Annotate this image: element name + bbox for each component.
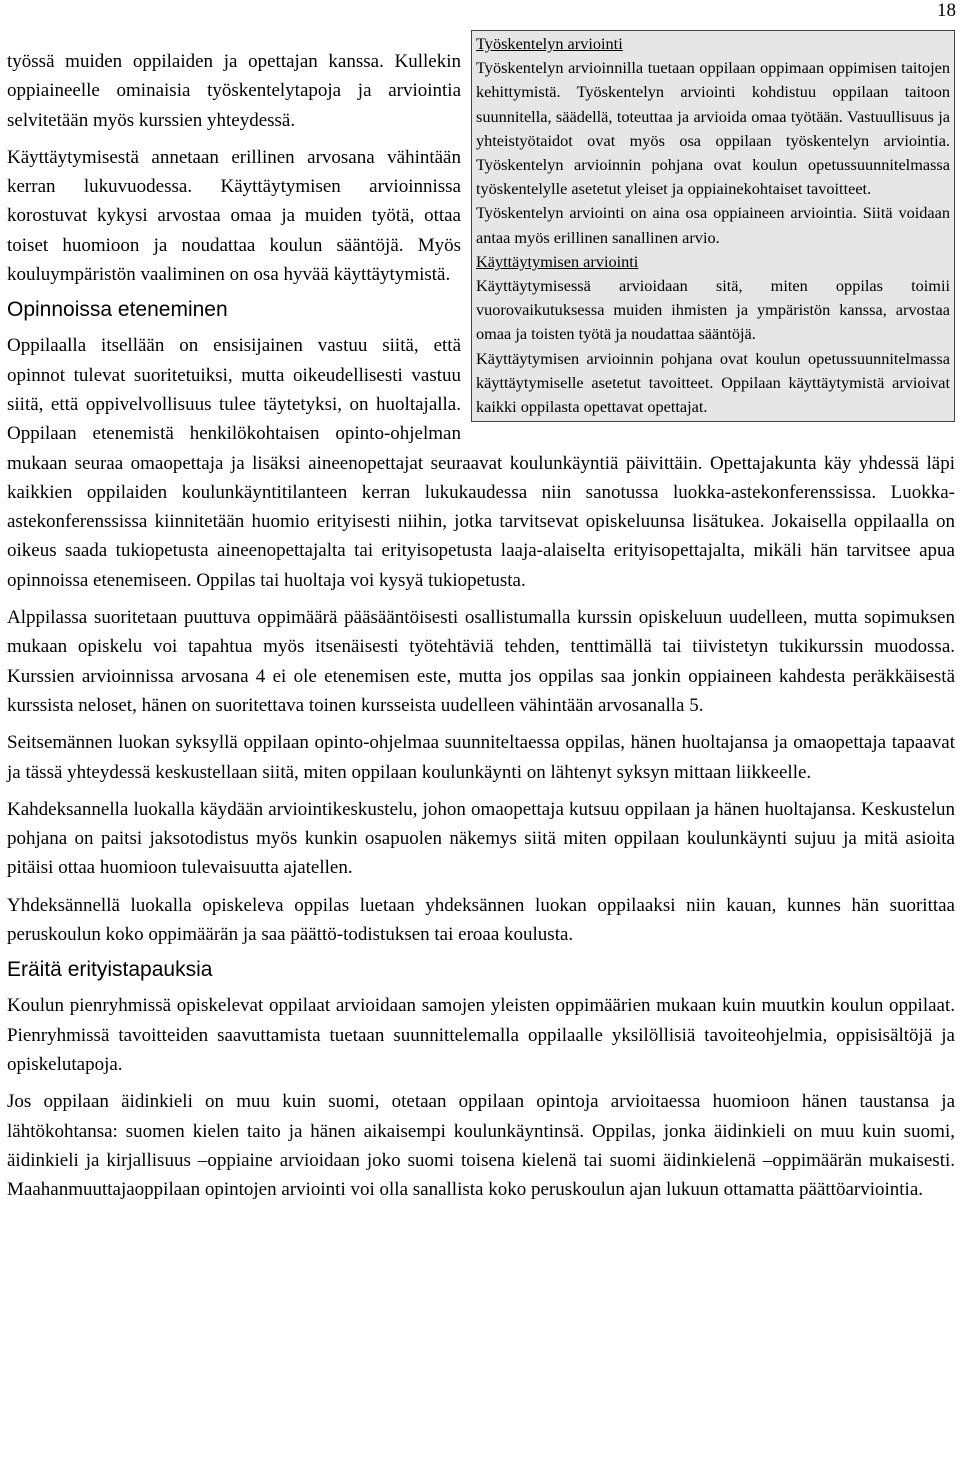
ninth-grade-paragraph: Yhdeksännellä luokalla opiskeleva oppilas luetaan yhdeksännen luokan oppilaaksi niin kauan, kunnes hän suorittaa peruskoulun koko oppimäärän ja saa päättö-todistuksen tai eroaa koulusta.: [7, 894, 955, 946]
assessment-sidebox: [471, 30, 955, 422]
page-number: 18: [937, 0, 956, 21]
eighth-grade-paragraph: Kahdeksannella luokalla käydään arviointikeskustelu, johon omaopettaja kutsuu oppilaan ja hänen huoltajansa. Keskustelun pohjana on paitsi jaksotodistus myös kunkin osapuolen näkemys siitä miten oppilaan koulunkäynti sujuu ja mitä asioita pitäisi ottaa huomioon tulevaisuutta ajatellen.: [7, 798, 955, 879]
behavior-assessment-paragraph-1: Käyttäytymisessä arvioidaan sitä, miten oppilas toimii vuorovaikutuksessa muiden ihmisten ja ympäristön kanssa, arvostaa omaa ja toisten työtä ja noudattaa sääntöjä.: [476, 276, 950, 344]
work-assessment-heading: Työskentelyn arviointi: [476, 34, 623, 53]
intro-paragraph: työssä muiden oppilaiden ja opettajan kanssa. Kullekin oppiaineelle ominaisia työskentelytapoja ja arviointia selvitetään myös kurssien yhteydessä.: [7, 51, 461, 131]
section-heading-special-cases: Eräitä erityistapauksia: [7, 958, 213, 982]
small-groups-paragraph: Koulun pienryhmissä opiskelevat oppilaat arvioidaan samojen yleisten oppimäärien mukaan kuin muutkin koulun oppilaat. Pienryhmissä tavoitteiden saavuttamista tuetaan suunnittelemalla oppilaalle yksilöllisiä tavoiteohjelmia, oppisisältöjä ja opiskelutapoja.: [7, 995, 955, 1075]
seventh-grade-paragraph: Seitsemännen luokan syksyllä oppilaan opinto-ohjelmaa suunniteltaessa oppilas, hänen huoltajansa ja omaopettaja tapaavat ja tässä yhteydessä keskustellaan siitä, miten oppilaan koulunkäynti on lähtenyt syksyn mittaan liikkeelle.: [7, 732, 955, 783]
progress-paragraph: Oppilaalla itsellään on ensisijainen vastuu siitä, että opinnot tulevat suoritetuiksi, mutta oikeudellisesti vastuu siitä, että oppivelvollisuus tulee täytetyksi, on huoltajalla. Oppilaan etenemistä henkilökohtaisen opinto-ohjelman mukaan seuraa omaopettaja ja lisäksi aineenopettajat seuraavat koulunkäyntiä päivittäin. Opettajakunta käy yhdessä läpi kaikkien oppilaiden koulunkäyntitilanteen kerran lukukaudessa niin sanotussa luokka-astekonferenssissa. Luokka-astekonferenssissa kiinnitetään huomio erityisesti niihin, jotka tarvitsevat opiskeluunsa lisätukea. Jokaisella oppilaalla on oikeus saada tukiopetusta aineenopettajalta tai erityisopetusta laaja-alaiselta erityisopettajalta, mikäli hän tarvitsee apua opinnoissa etenemiseen. Oppilas tai huoltaja voi kysyä tukiopetusta.: [7, 335, 955, 591]
native-language-paragraph: Jos oppilaan äidinkieli on muu kuin suomi, otetaan oppilaan opintoja arvioitaessa huomioon hänen taustansa ja lähtökohtansa: suomen kielen taito ja hänen aikaisempi koulunkäyntinsä. Oppilas, jonka äidinkieli on muu kuin suomi, äidinkieli ja kirjallisuus –oppiaine arvioidaan joko suomi toisena kielenä tai suomi äidinkielenä –oppimäärän mukaisesti. Maahanmuuttajaoppilaan opintojen arviointi voi olla sanallista koko peruskoulun ajan lukuun ottamatta päättöarviointia.: [7, 1091, 955, 1201]
work-assessment-paragraph-1: Työskentelyn arvioinnilla tuetaan oppilaan oppimaan oppimisen taitojen kehittymistä. Työskentelyn arviointi kohdistuu oppilaan taitoon suunnitella, säädellä, toteuttaa ja arvioida omaa työtään. Vastuullisuus ja yhteistyötaidot ovat myös osa oppilaan työskentelyn arviointia. Työskentelyn arvioinnin pohjana ovat koulun opetussuunnitelmassa työskentelylle asetetut yleiset ja oppiainekohtaiset tavoitteet.: [476, 58, 950, 199]
behavior-assessment-paragraph-2: Käyttäytymisen arvioinnin pohjana ovat koulun opetussuunnitelmassa käyttäytymiselle asetetut tavoitteet. Oppilaan käyttäytymistä arvioivat kaikki oppilasta opettavat opettajat.: [476, 348, 950, 417]
behavior-grade-paragraph: Käyttäytymisestä annetaan erillinen arvosana vähintään kerran lukuvuodessa. Käyttäytymisen arvioinnissa korostuvat kykysi arvostaa omaa ja muiden työtä, ottaa toiset huomioon ja noudattaa koulun sääntöjä. Myös kouluympäristön vaaliminen on osa hyvää käyttäytymistä.: [7, 146, 461, 286]
alppila-paragraph: Alppilassa suoritetaan puuttuva oppimäärä pääsääntöisesti osallistumalla kurssin opiskeluun uudelleen, mutta sopimuksen mukaan opiskelu voi tapahtua myös itsenäisesti työtehtäviä tehden, tenttimällä tai tiivistetyn tukikurssin muodossa. Kurssien arvioinnissa arvosana 4 ei ole etenemisen este, mutta jos oppilas saa jonkin oppiaineen kahdesta peräkkäisestä kurssista neloset, hänen on suoritettava toinen kursseista uudelleen vähintään arvosanalla 5.: [7, 607, 955, 716]
behavior-assessment-heading: Käyttäytymisen arviointi: [476, 251, 639, 271]
work-assessment-paragraph-2: Työskentelyn arviointi on aina osa oppiaineen arviointia. Siitä voidaan antaa myös erillinen sanallinen arvio.: [476, 203, 950, 247]
section-heading-progress: Opinnoissa eteneminen: [7, 298, 228, 322]
page-content: [7, 34, 955, 1212]
